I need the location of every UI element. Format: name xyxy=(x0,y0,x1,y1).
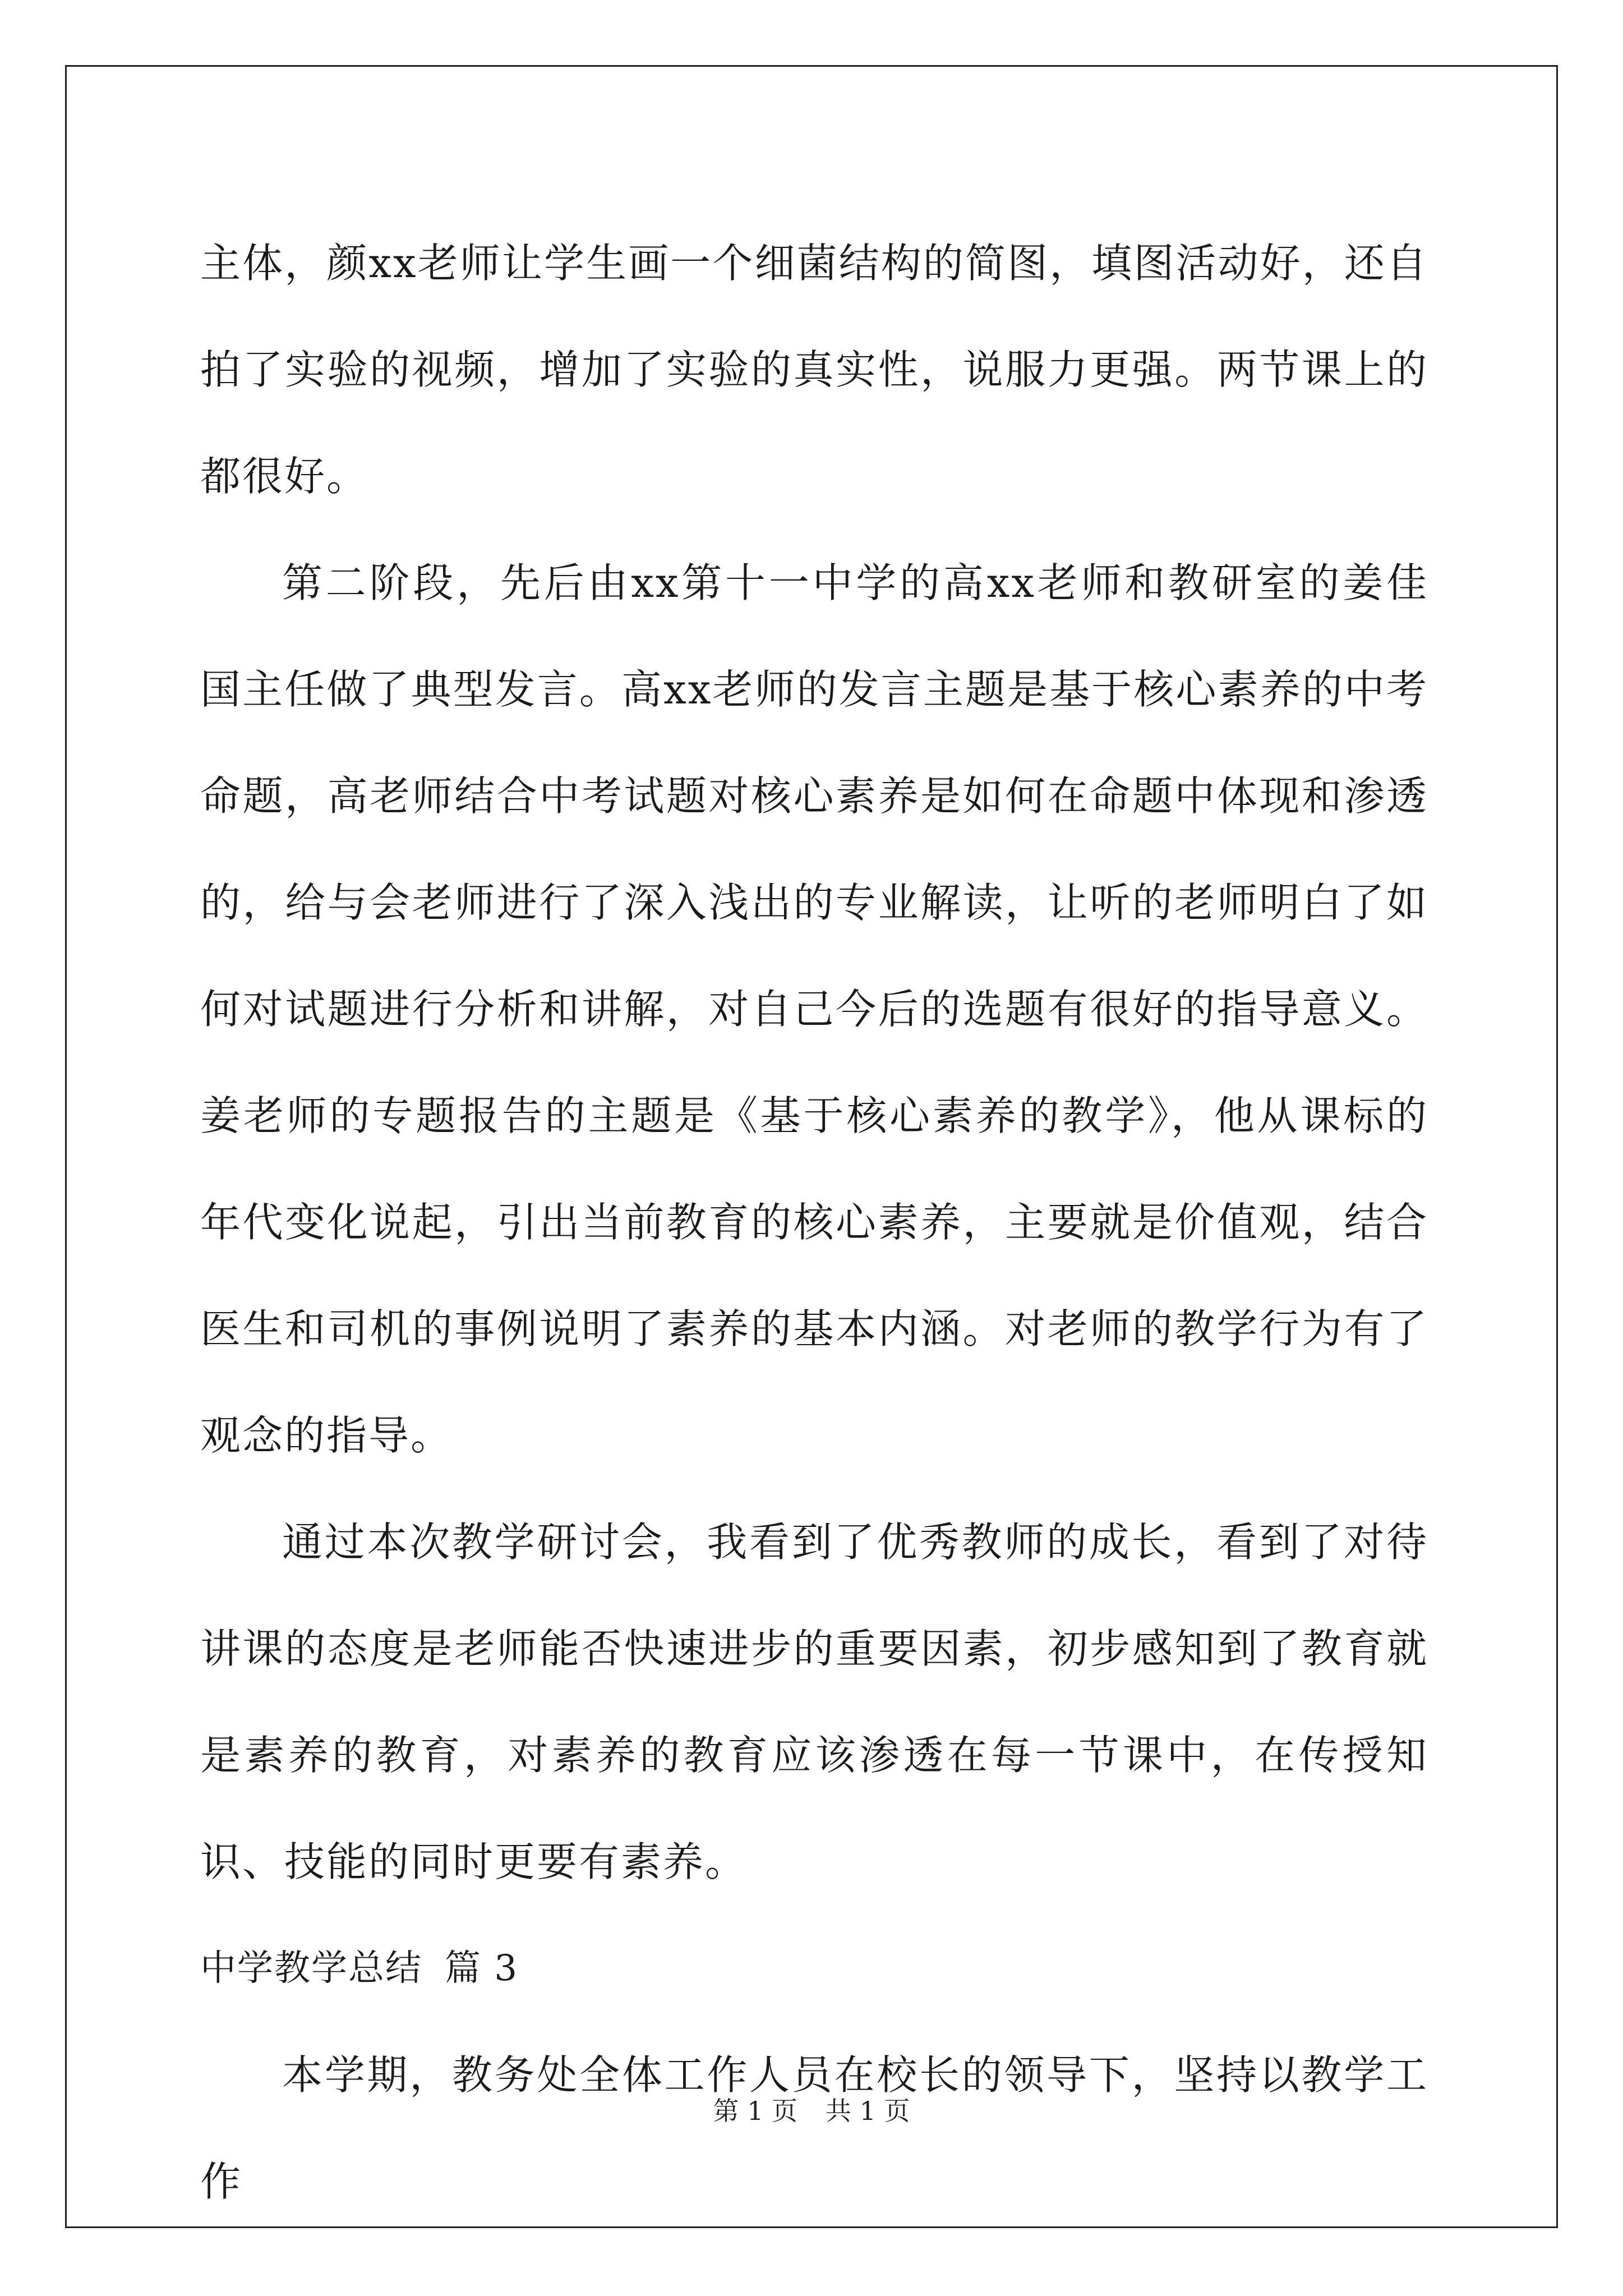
page-number: 第 1 页 xyxy=(713,2096,797,2126)
page-total: 共 1 页 xyxy=(826,2096,910,2126)
page-footer xyxy=(0,2094,1623,2128)
document-body xyxy=(200,210,1428,2235)
paragraph-second-stage: 第二阶段，先后由xx第十一中学的高xx老师和教研室的姜佳国主任做了典型发言。高xx老师的发言主题是基于核心素养的中考命题，高老师结合中考试题对核心素养是如何在命题中体现和渗透的，给与会老师进行了深入浅出的专业解读，让听的老师明白了如何对试题进行分析和讲解，对自己今后的选题有很好的指导意义。姜老师的专题报告的主题是《基于核心素养的教学》，他从课标的年代变化说起，引出当前教育的核心素养，主要就是价值观，结合医生和司机的事例说明了素养的基本内涵。对老师的教学行为有了观念的指导。 xyxy=(200,559,1428,1459)
paragraph-section-start: 本学期，教务处全体工作人员在校长的领导下，坚持以教学工作 xyxy=(200,2051,1428,2205)
paragraph-conclusion: 通过本次教学研讨会，我看到了优秀教师的成长，看到了对待讲课的态度是老师能否快速进步的重要因素，初步感知到了教育就是素养的教育，对素养的教育应该渗透在每一节课中，在传授知识、技能的同时更要有素养。 xyxy=(200,1519,1428,1885)
paragraph-continued: 主体，颜xx老师让学生画一个细菌结构的简图，填图活动好，还自拍了实验的视频，增加了实验的真实性，说服力更强。两节课上的都很好。 xyxy=(200,240,1428,500)
section-heading-number: 篇 3 xyxy=(445,1948,519,1989)
section-heading-title: 中学教学总结 xyxy=(200,1948,422,1989)
section-heading xyxy=(200,1915,1428,2022)
